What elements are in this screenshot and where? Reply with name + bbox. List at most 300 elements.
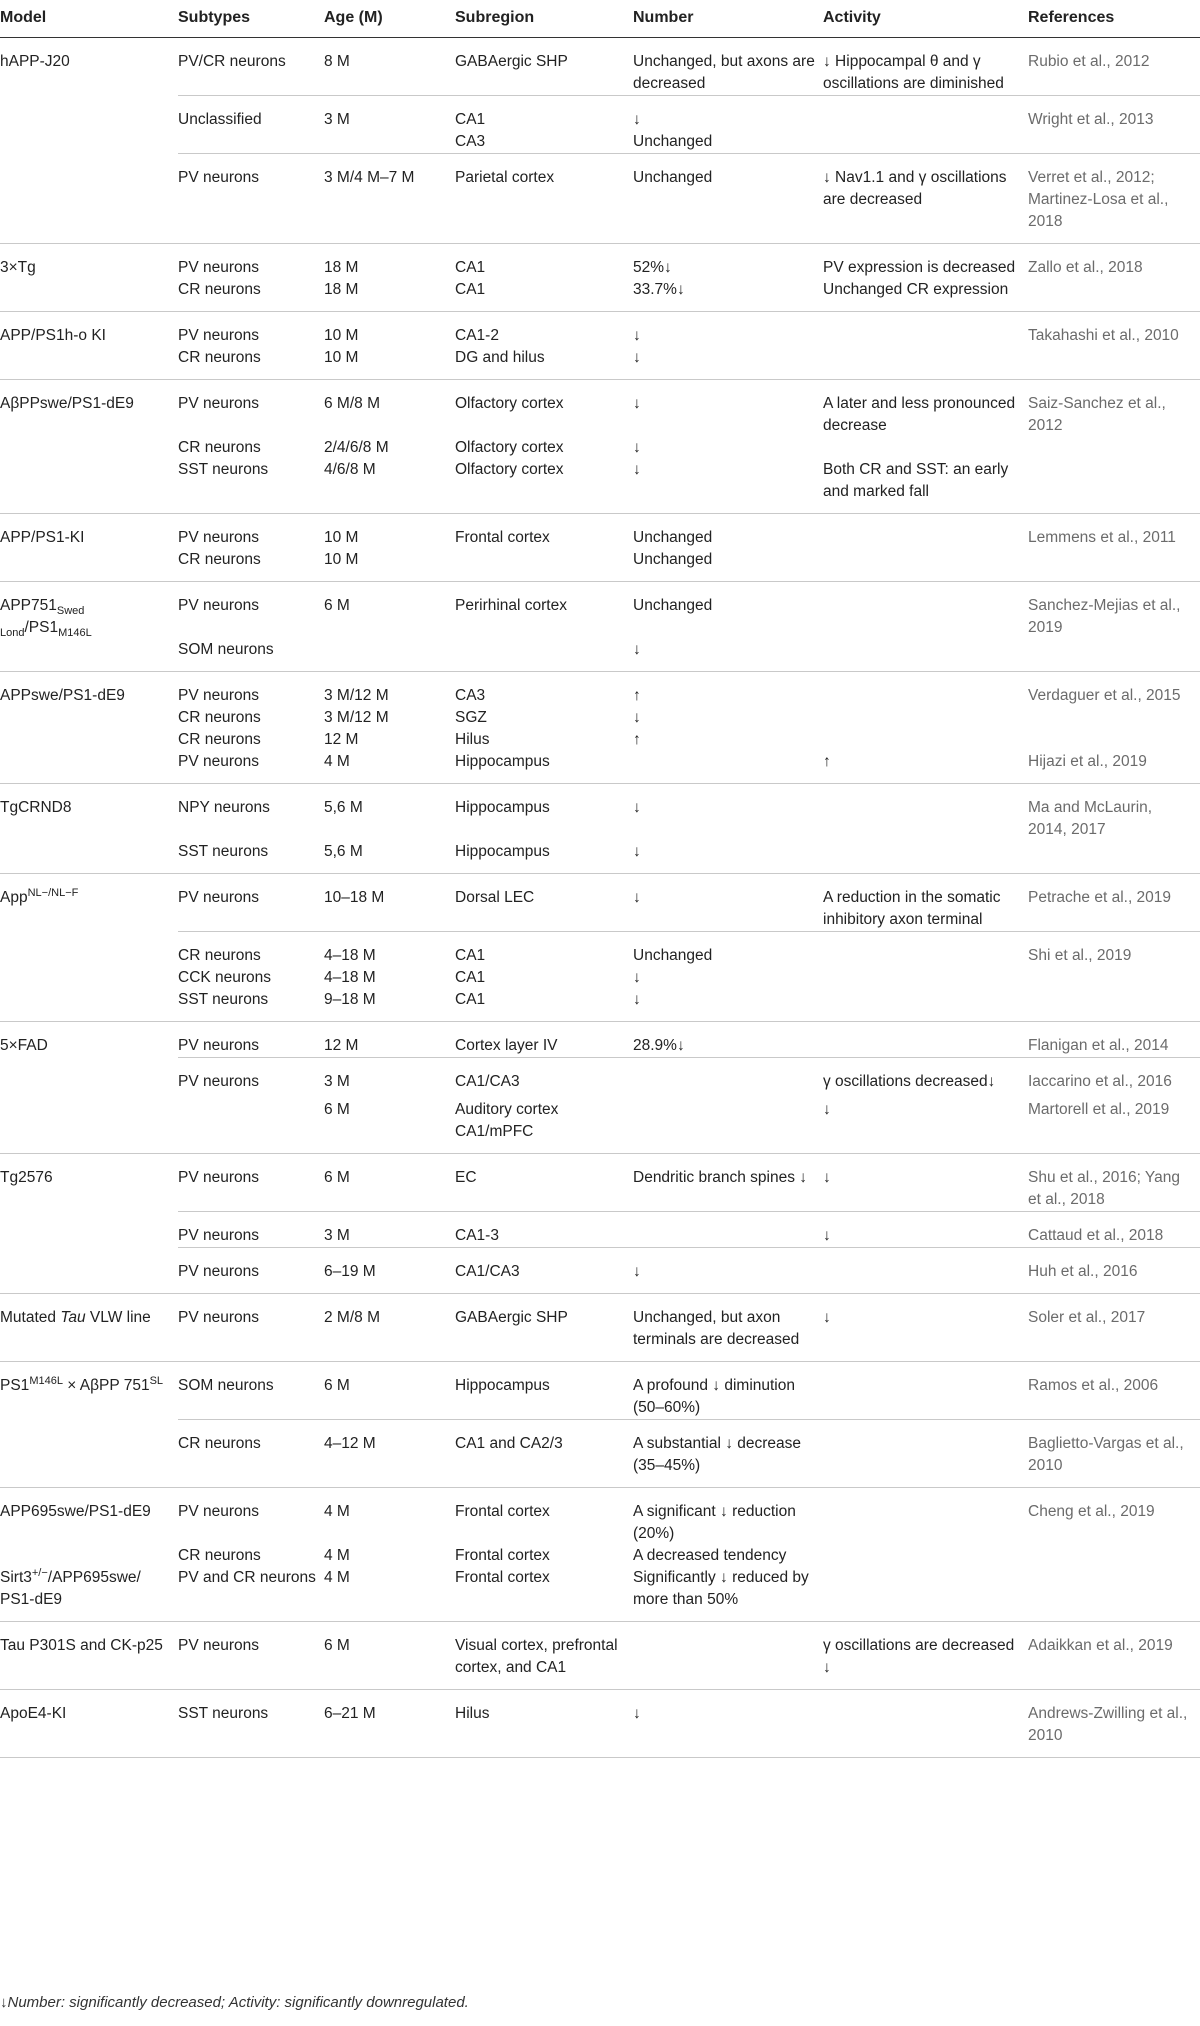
activity-cell bbox=[823, 841, 1028, 874]
table-row bbox=[0, 131, 1200, 154]
table-row bbox=[0, 582, 1200, 640]
activity-cell: PV expression is decreased bbox=[823, 259, 1016, 276]
reference-cell bbox=[1028, 279, 1200, 312]
subtype-cell: CCK neurons bbox=[178, 969, 272, 986]
number-cell: Unchanged bbox=[633, 597, 713, 614]
table-row bbox=[0, 967, 1200, 989]
age-cell: 3 M/4 M–7 M bbox=[324, 169, 415, 186]
activity-cell bbox=[823, 1248, 1028, 1294]
reference-cell: Shi et al., 2019 bbox=[1028, 947, 1132, 964]
table-row bbox=[0, 784, 1200, 842]
number-cell: ↓ bbox=[633, 991, 641, 1008]
age-cell: 4–18 M bbox=[324, 947, 376, 964]
number-cell: Significantly ↓ reduced by more than 50% bbox=[633, 1569, 809, 1608]
model-cell bbox=[0, 874, 178, 932]
subregion-cell: Frontal cortex bbox=[455, 1569, 550, 1586]
subtype-cell: PV neurons bbox=[178, 259, 259, 276]
number-cell: ↑ bbox=[633, 731, 641, 748]
number-cell bbox=[633, 1058, 823, 1094]
model-cell bbox=[0, 437, 178, 459]
subregion-cell: CA1 bbox=[455, 969, 486, 986]
activity-cell: ↓ bbox=[823, 1309, 831, 1326]
table-row bbox=[0, 841, 1200, 874]
number-cell: 28.9%↓ bbox=[633, 1037, 685, 1054]
model-cell bbox=[0, 1022, 178, 1058]
age-cell: 10 M bbox=[324, 349, 359, 366]
number-cell bbox=[633, 1622, 823, 1690]
table-row bbox=[0, 751, 1200, 784]
col-header: Subregion bbox=[455, 9, 535, 26]
age-cell: 3 M/12 M bbox=[324, 709, 389, 726]
subtype-cell: PV neurons bbox=[178, 1263, 259, 1280]
model-cell bbox=[0, 38, 178, 96]
table-row bbox=[0, 1154, 1200, 1212]
reference-cell: Sanchez-Mejias et al., 2019 bbox=[1028, 597, 1181, 636]
reference-cell: Zallo et al., 2018 bbox=[1028, 259, 1143, 276]
number-cell: ↓ bbox=[633, 641, 641, 658]
model-sup: +/− bbox=[31, 1566, 48, 1579]
age-cell: 3 M/12 M bbox=[324, 687, 389, 704]
subregion-cell: Dorsal LEC bbox=[455, 889, 535, 906]
model-cell bbox=[0, 459, 178, 514]
reference-cell bbox=[1028, 1545, 1200, 1567]
table-row bbox=[0, 639, 1200, 672]
model-cell bbox=[0, 751, 178, 784]
subtype-cell: Unclassified bbox=[178, 111, 262, 128]
age-cell: 6 M bbox=[324, 1169, 350, 1186]
activity-cell: ↓ Nav1.1 and γ oscillations are decreased bbox=[823, 169, 1007, 208]
age-cell: 6–19 M bbox=[324, 1263, 376, 1280]
activity-cell: A reduction in the somatic inhibitory axon terminal bbox=[823, 889, 1001, 928]
model-cell bbox=[0, 707, 178, 729]
model-cell bbox=[0, 279, 178, 312]
reference-cell: Baglietto-Vargas et al., 2010 bbox=[1028, 1435, 1184, 1474]
subregion-cell: CA1 bbox=[455, 991, 486, 1008]
model-cell bbox=[0, 639, 178, 672]
subtype-cell: PV neurons bbox=[178, 1637, 259, 1654]
model-name: hAPP-J20 bbox=[0, 53, 70, 70]
subtype-cell: NPY neurons bbox=[178, 799, 270, 816]
subregion-cell: Olfactory cortex bbox=[455, 461, 564, 478]
activity-cell: γ oscillations decreased↓ bbox=[823, 1073, 996, 1090]
subtype-cell: PV/CR neurons bbox=[178, 53, 286, 70]
reference-cell: Ma and McLaurin, 2014, 2017 bbox=[1028, 799, 1153, 838]
model-name: Sirt3 bbox=[0, 1569, 32, 1586]
reference-cell: Iaccarino et al., 2016 bbox=[1028, 1073, 1172, 1090]
col-header: References bbox=[1028, 9, 1115, 26]
subtype-cell: CR neurons bbox=[178, 947, 261, 964]
model-name-italic: Tau bbox=[60, 1309, 86, 1326]
reference-cell bbox=[1028, 1567, 1200, 1622]
reference-cell bbox=[1028, 639, 1200, 672]
age-cell: 3 M bbox=[324, 1227, 350, 1244]
age-cell: 9–18 M bbox=[324, 991, 376, 1008]
number-cell: Unchanged bbox=[633, 947, 713, 964]
subregion-cell: CA3 bbox=[455, 133, 486, 150]
subtype-cell: SOM neurons bbox=[178, 641, 274, 658]
number-cell: ↑ bbox=[633, 687, 641, 704]
model-sup: NL−/NL−F bbox=[27, 886, 79, 899]
subtype-cell: SST neurons bbox=[178, 1705, 269, 1722]
activity-cell: ↓ bbox=[823, 1169, 831, 1186]
activity-cell bbox=[823, 437, 1028, 459]
activity-cell bbox=[823, 96, 1028, 132]
age-cell: 4 M bbox=[324, 1547, 350, 1564]
subregion-cell: Hippocampus bbox=[455, 843, 550, 860]
table-row bbox=[0, 549, 1200, 582]
activity-cell: ↓ Hippocampal θ and γ oscillations are diminished bbox=[823, 53, 1004, 92]
model-sub: M146L bbox=[58, 627, 92, 640]
model-cell bbox=[0, 967, 178, 989]
model-name: Mutated bbox=[0, 1309, 61, 1326]
subregion-cell: Visual cortex, prefrontal cortex, and CA1 bbox=[455, 1637, 618, 1676]
model-name: Tau P301S and CK-p25 bbox=[0, 1637, 163, 1654]
activity-cell bbox=[823, 707, 1028, 729]
col-header: Age (M) bbox=[324, 9, 383, 26]
table-row bbox=[0, 96, 1200, 132]
model-name: 5×FAD bbox=[0, 1037, 48, 1054]
activity-cell: Unchanged CR expression bbox=[823, 281, 1009, 298]
age-cell: 10 M bbox=[324, 327, 359, 344]
reference-cell: Soler et al., 2017 bbox=[1028, 1309, 1146, 1326]
subtype-cell: PV neurons bbox=[178, 687, 259, 704]
reference-cell: Lemmens et al., 2011 bbox=[1028, 529, 1176, 546]
table-row bbox=[0, 459, 1200, 514]
reference-cell: Rubio et al., 2012 bbox=[1028, 53, 1150, 70]
table-row bbox=[0, 1362, 1200, 1420]
model-name: TgCRND8 bbox=[0, 799, 72, 816]
subtype-cell: PV neurons bbox=[178, 1227, 259, 1244]
number-cell: ↓ bbox=[633, 1705, 641, 1722]
age-cell: 10 M bbox=[324, 551, 359, 568]
model-name: APP/PS1h-o KI bbox=[0, 327, 106, 344]
reference-cell: Shu et al., 2016; Yang et al., 2018 bbox=[1028, 1169, 1180, 1208]
table-row bbox=[0, 1567, 1200, 1622]
number-cell: ↓ bbox=[633, 349, 641, 366]
number-cell: 52%↓ bbox=[633, 259, 672, 276]
model-cell bbox=[0, 96, 178, 132]
age-cell: 6 M/8 M bbox=[324, 395, 380, 412]
subtype-cell: SST neurons bbox=[178, 991, 269, 1008]
col-header: Model bbox=[0, 9, 47, 26]
subtype-cell: PV neurons bbox=[178, 1037, 259, 1054]
model-name: APPswe/PS1-dE9 bbox=[0, 687, 125, 704]
subregion-cell: CA1/CA3 bbox=[455, 1073, 520, 1090]
age-cell: 5,6 M bbox=[324, 799, 363, 816]
number-cell bbox=[633, 1093, 823, 1154]
number-cell: ↓ bbox=[633, 889, 641, 906]
subtype-cell: SST neurons bbox=[178, 843, 269, 860]
model-name: APP695swe/PS1-dE9 bbox=[0, 1503, 151, 1520]
age-cell: 4–18 M bbox=[324, 969, 376, 986]
activity-cell bbox=[823, 932, 1028, 968]
model-cell bbox=[0, 514, 178, 550]
model-cell bbox=[0, 932, 178, 968]
model-cell bbox=[0, 784, 178, 842]
subtype-cell: CR neurons bbox=[178, 349, 261, 366]
model-name: 3×Tg bbox=[0, 259, 36, 276]
age-cell: 4 M bbox=[324, 1503, 350, 1520]
activity-cell bbox=[823, 989, 1028, 1022]
subtype-cell: PV neurons bbox=[178, 327, 259, 344]
subregion-cell: Hippocampus bbox=[455, 799, 550, 816]
subregion-cell: CA1 bbox=[455, 259, 486, 276]
number-cell: ↓ bbox=[633, 461, 641, 478]
number-cell: Unchanged bbox=[633, 133, 713, 150]
subregion-cell: GABAergic SHP bbox=[455, 1309, 568, 1326]
subtype-cell: CR neurons bbox=[178, 281, 261, 298]
reference-cell: Cheng et al., 2019 bbox=[1028, 1503, 1155, 1520]
reference-cell bbox=[1028, 989, 1200, 1022]
model-name: AβPPswe/PS1-dE9 bbox=[0, 395, 134, 412]
reference-cell: Martorell et al., 2019 bbox=[1028, 1101, 1170, 1118]
model-cell bbox=[0, 244, 178, 280]
age-cell: 10 M bbox=[324, 529, 359, 546]
subregion-cell: CA1-2 bbox=[455, 327, 499, 344]
model-cell bbox=[0, 1420, 178, 1488]
table-row bbox=[0, 38, 1200, 96]
model-cell bbox=[0, 1362, 178, 1420]
activity-cell bbox=[823, 312, 1028, 348]
subregion-cell: Auditory cortex CA1/mPFC bbox=[455, 1101, 559, 1140]
activity-cell: A later and less pronounced decrease bbox=[823, 395, 1016, 434]
number-cell: Unchanged bbox=[633, 169, 713, 186]
activity-cell bbox=[823, 549, 1028, 582]
age-cell: 3 M bbox=[324, 1073, 350, 1090]
model-name: App bbox=[0, 889, 28, 906]
reference-cell bbox=[1028, 967, 1200, 989]
subregion-cell: CA1 bbox=[455, 947, 486, 964]
model-cell bbox=[0, 1154, 178, 1212]
age-cell: 6 M bbox=[324, 597, 350, 614]
age-cell: 8 M bbox=[324, 53, 350, 70]
model-sup: SL bbox=[149, 1374, 164, 1387]
model-cell bbox=[0, 729, 178, 751]
subregion-cell: Parietal cortex bbox=[455, 169, 555, 186]
reference-cell: Takahashi et al., 2010 bbox=[1028, 327, 1179, 344]
number-cell: ↓ bbox=[633, 111, 641, 128]
subtype-cell bbox=[178, 131, 324, 154]
number-cell: Unchanged, but axon terminals are decreased bbox=[633, 1309, 800, 1348]
table-row bbox=[0, 729, 1200, 751]
table-row bbox=[0, 514, 1200, 550]
activity-cell bbox=[823, 784, 1028, 842]
subregion-cell: CA1 bbox=[455, 281, 486, 298]
number-cell: A significant ↓ reduction (20%) bbox=[633, 1503, 796, 1542]
reference-cell: Andrews-Zwilling et al., 2010 bbox=[1028, 1705, 1188, 1744]
table-row bbox=[0, 1690, 1200, 1758]
model-sup: M146L bbox=[29, 1374, 63, 1387]
subtype-cell: PV neurons bbox=[178, 529, 259, 546]
age-cell: 2/4/6/8 M bbox=[324, 439, 389, 456]
model-cell bbox=[0, 1058, 178, 1094]
reference-cell bbox=[1028, 347, 1200, 380]
table-row bbox=[0, 154, 1200, 244]
subregion-cell: Frontal cortex bbox=[455, 1503, 550, 1520]
number-cell: Unchanged bbox=[633, 551, 713, 568]
age-cell: 4/6/8 M bbox=[324, 461, 376, 478]
footnote: ↓Number: significantly decreased; Activity: significantly downregulated. bbox=[0, 1994, 469, 2011]
subregion-cell: Cortex layer IV bbox=[455, 1037, 558, 1054]
subtype-cell: PV neurons bbox=[178, 1309, 259, 1326]
model-cell bbox=[0, 312, 178, 348]
number-cell: ↓ bbox=[633, 1263, 641, 1280]
subregion-cell: Hilus bbox=[455, 1705, 490, 1722]
table-row bbox=[0, 1248, 1200, 1294]
number-cell: ↓ bbox=[633, 843, 641, 860]
table-row bbox=[0, 1488, 1200, 1546]
age-cell: 2 M/8 M bbox=[324, 1309, 380, 1326]
activity-cell bbox=[823, 967, 1028, 989]
age-cell: 6–21 M bbox=[324, 1705, 376, 1722]
subregion-cell: DG and hilus bbox=[455, 349, 545, 366]
reference-cell bbox=[1028, 841, 1200, 874]
table-row bbox=[0, 1420, 1200, 1488]
col-header: Activity bbox=[823, 9, 881, 26]
activity-cell bbox=[823, 514, 1028, 550]
subtype-cell: PV and CR neurons bbox=[178, 1569, 316, 1586]
reference-cell bbox=[1028, 729, 1200, 751]
table-row bbox=[0, 244, 1200, 280]
subtype-cell: CR neurons bbox=[178, 1547, 261, 1564]
model-name: PS1 bbox=[0, 1377, 30, 1394]
activity-cell: ↓ bbox=[823, 1227, 831, 1244]
table-body bbox=[0, 38, 1200, 1758]
model-sub: Swed bbox=[56, 605, 85, 618]
subregion-cell: Frontal cortex bbox=[455, 529, 550, 546]
age-cell: 5,6 M bbox=[324, 843, 363, 860]
table-row bbox=[0, 279, 1200, 312]
reference-cell bbox=[1028, 459, 1200, 514]
subregion-cell: Olfactory cortex bbox=[455, 395, 564, 412]
activity-cell bbox=[823, 582, 1028, 640]
reference-cell bbox=[1028, 131, 1200, 154]
model-name: APP751 bbox=[0, 597, 57, 614]
model-cell bbox=[0, 1294, 178, 1362]
model-cell bbox=[0, 1622, 178, 1690]
activity-cell bbox=[823, 672, 1028, 708]
subregion-cell: CA3 bbox=[455, 687, 486, 704]
activity-cell bbox=[823, 347, 1028, 380]
number-cell: ↓ bbox=[633, 327, 641, 344]
activity-cell: ↓ bbox=[823, 1101, 831, 1118]
number-cell: ↓ bbox=[633, 799, 641, 816]
subregion-cell: Hippocampus bbox=[455, 753, 550, 770]
model-name: APP/PS1-KI bbox=[0, 529, 85, 546]
number-cell: A profound ↓ diminution (50–60%) bbox=[633, 1377, 795, 1416]
number-cell: A substantial ↓ decrease (35–45%) bbox=[633, 1435, 802, 1474]
table-row bbox=[0, 1212, 1200, 1248]
number-cell: Dendritic branch spines ↓ bbox=[633, 1169, 808, 1186]
model-cell bbox=[0, 347, 178, 380]
activity-cell: Both CR and SST: an early and marked fall bbox=[823, 461, 1009, 500]
model-name: ApoE4-KI bbox=[0, 1705, 67, 1722]
table-row bbox=[0, 380, 1200, 438]
reference-cell bbox=[1028, 549, 1200, 582]
activity-cell: ↑ bbox=[823, 753, 831, 770]
subregion-cell: EC bbox=[455, 1169, 477, 1186]
subtype-cell: CR neurons bbox=[178, 731, 261, 748]
model-cell bbox=[0, 672, 178, 708]
age-cell: 4–12 M bbox=[324, 1435, 376, 1452]
reference-cell: Verdaguer et al., 2015 bbox=[1028, 687, 1181, 704]
number-cell: A decreased tendency bbox=[633, 1547, 787, 1564]
table-row bbox=[0, 707, 1200, 729]
table-row bbox=[0, 989, 1200, 1022]
model-name: /APP695swe/ PS1-dE9 bbox=[0, 1569, 141, 1608]
reference-cell: Petrache et al., 2019 bbox=[1028, 889, 1172, 906]
number-cell bbox=[633, 751, 823, 784]
subtype-cell: CR neurons bbox=[178, 1435, 261, 1452]
table-row bbox=[0, 312, 1200, 348]
number-cell: ↓ bbox=[633, 395, 641, 412]
subtype-cell bbox=[178, 1093, 324, 1154]
subtype-cell: SOM neurons bbox=[178, 1377, 274, 1394]
age-cell: 10–18 M bbox=[324, 889, 385, 906]
age-cell: 12 M bbox=[324, 731, 359, 748]
activity-cell bbox=[823, 1567, 1028, 1622]
model-cell bbox=[0, 549, 178, 582]
subregion-cell: Olfactory cortex bbox=[455, 439, 564, 456]
model-name: Tg2576 bbox=[0, 1169, 53, 1186]
model-sub: Lond bbox=[0, 627, 25, 640]
activity-cell bbox=[823, 1690, 1028, 1758]
age-cell: 3 M bbox=[324, 111, 350, 128]
subtype-cell: CR neurons bbox=[178, 551, 261, 568]
number-cell: Unchanged bbox=[633, 529, 713, 546]
age-cell: 18 M bbox=[324, 259, 359, 276]
subregion-cell: Perirhinal cortex bbox=[455, 597, 567, 614]
model-cell bbox=[0, 380, 178, 438]
reference-cell: Saiz-Sanchez et al., 2012 bbox=[1028, 395, 1166, 434]
table-row bbox=[0, 1093, 1200, 1154]
col-header: Number bbox=[633, 9, 694, 26]
age-cell: 4 M bbox=[324, 753, 350, 770]
reference-cell: Flanigan et al., 2014 bbox=[1028, 1037, 1169, 1054]
subtype-cell: PV neurons bbox=[178, 597, 259, 614]
age-cell: 4 M bbox=[324, 1569, 350, 1586]
model-cell bbox=[0, 154, 178, 244]
subtype-cell: CR neurons bbox=[178, 439, 261, 456]
table-row bbox=[0, 932, 1200, 968]
subregion-cell: Frontal cortex bbox=[455, 1547, 550, 1564]
subtype-cell: PV neurons bbox=[178, 395, 259, 412]
subtype-cell: PV neurons bbox=[178, 753, 259, 770]
age-cell: 6 M bbox=[324, 1101, 350, 1118]
model-cell bbox=[0, 1545, 178, 1567]
reference-cell: Cattaud et al., 2018 bbox=[1028, 1227, 1164, 1244]
subregion-cell: CA1/CA3 bbox=[455, 1263, 520, 1280]
activity-cell bbox=[823, 1420, 1028, 1488]
age-cell: 6 M bbox=[324, 1377, 350, 1394]
subregion-cell: GABAergic SHP bbox=[455, 53, 568, 70]
number-cell: 33.7%↓ bbox=[633, 281, 685, 298]
age-cell bbox=[324, 639, 455, 672]
subregion-cell bbox=[455, 549, 633, 582]
subregion-cell: CA1 and CA2/3 bbox=[455, 1435, 563, 1452]
reference-cell: Adaikkan et al., 2019 bbox=[1028, 1637, 1173, 1654]
reference-cell: Wright et al., 2013 bbox=[1028, 111, 1154, 128]
reference-cell: Ramos et al., 2006 bbox=[1028, 1377, 1159, 1394]
subtype-cell: PV neurons bbox=[178, 1503, 259, 1520]
table-row bbox=[0, 347, 1200, 380]
reference-cell: Huh et al., 2016 bbox=[1028, 1263, 1138, 1280]
activity-cell: γ oscillations are decreased ↓ bbox=[823, 1637, 1015, 1676]
model-cell bbox=[0, 989, 178, 1022]
reference-cell: Hijazi et al., 2019 bbox=[1028, 753, 1147, 770]
age-cell: 12 M bbox=[324, 1037, 359, 1054]
table-row bbox=[0, 874, 1200, 932]
